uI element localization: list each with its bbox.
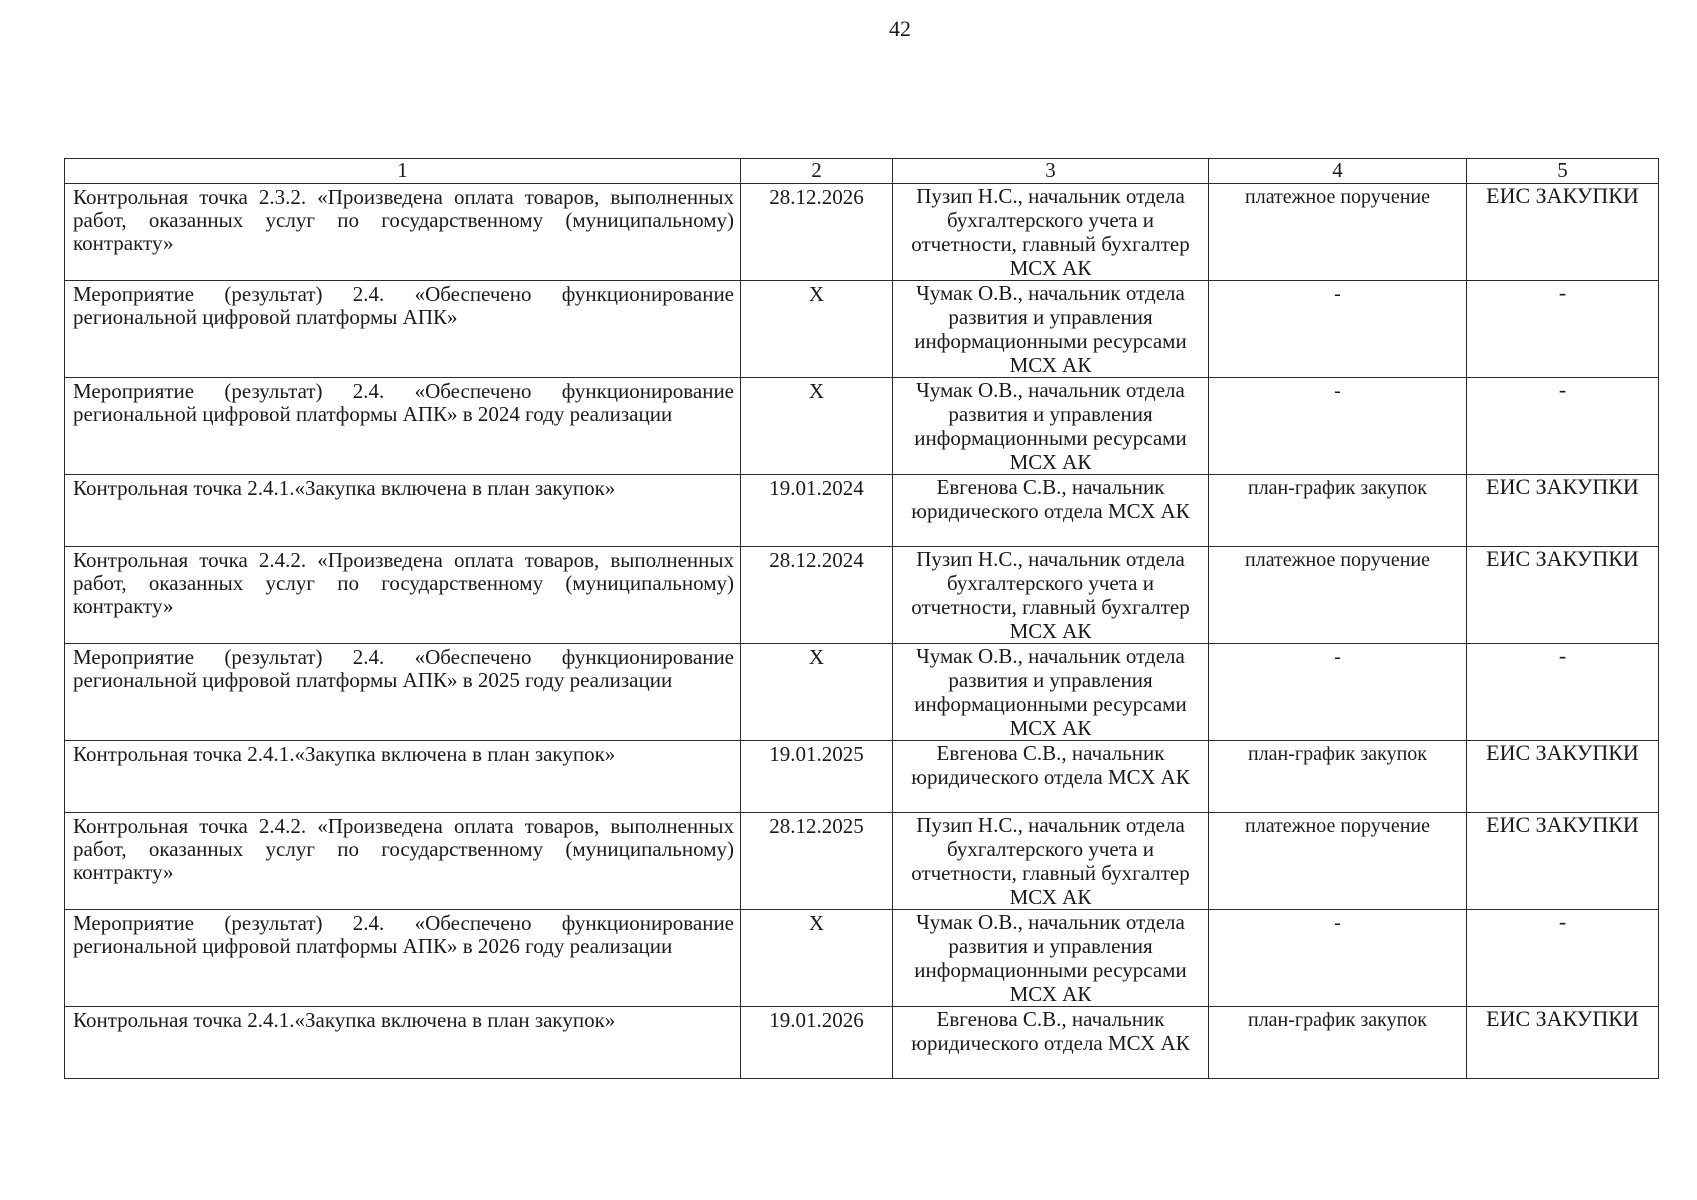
event-date: X <box>741 281 893 378</box>
responsible-person: Евгенова С.В., начальник юридического отдела МСХ АК <box>893 1007 1209 1079</box>
table-row <box>65 378 1659 475</box>
event-date: 19.01.2024 <box>741 475 893 547</box>
document-type: план-график закупок <box>1209 1007 1467 1079</box>
table-row <box>65 1007 1659 1079</box>
document-type: платежное поручение <box>1209 813 1467 910</box>
document-type: платежное поручение <box>1209 184 1467 281</box>
event-text: Мероприятие (результат) 2.4. «Обеспечено функционирование региональной цифровой платформы АПК» в 2025 году реализации <box>65 644 741 741</box>
column-header: 4 <box>1209 159 1467 184</box>
document-type: план-график закупок <box>1209 475 1467 547</box>
responsible-person: Чумак О.В., начальник отдела развития и управления информационными ресурсами МСХ АК <box>893 378 1209 475</box>
responsible-person: Евгенова С.В., начальник юридического отдела МСХ АК <box>893 741 1209 813</box>
event-text: Мероприятие (результат) 2.4. «Обеспечено функционирование региональной цифровой платформы АПК» в 2026 году реализации <box>65 910 741 1007</box>
responsible-person: Чумак О.В., начальник отдела развития и управления информационными ресурсами МСХ АК <box>893 281 1209 378</box>
information-system: ЕИС ЗАКУПКИ <box>1467 1007 1659 1079</box>
document-type: платежное поручение <box>1209 547 1467 644</box>
responsible-person: Евгенова С.В., начальник юридического отдела МСХ АК <box>893 475 1209 547</box>
table-row <box>65 741 1659 813</box>
information-system: - <box>1467 644 1659 741</box>
document-type: - <box>1209 910 1467 1007</box>
table-row <box>65 910 1659 1007</box>
document-type: - <box>1209 644 1467 741</box>
responsible-person: Пузип Н.С., начальник отдела бухгалтерского учета и отчетности, главный бухгалтер МСХ АК <box>893 813 1209 910</box>
table-row <box>65 281 1659 378</box>
column-number-row <box>65 159 1659 184</box>
information-system: ЕИС ЗАКУПКИ <box>1467 475 1659 547</box>
event-date: 19.01.2025 <box>741 741 893 813</box>
event-date: 28.12.2024 <box>741 547 893 644</box>
information-system: - <box>1467 378 1659 475</box>
information-system: ЕИС ЗАКУПКИ <box>1467 741 1659 813</box>
event-date: X <box>741 644 893 741</box>
event-text: Мероприятие (результат) 2.4. «Обеспечено функционирование региональной цифровой платформы АПК» <box>65 281 741 378</box>
document-type: план-график закупок <box>1209 741 1467 813</box>
table-row <box>65 475 1659 547</box>
event-date: 28.12.2025 <box>741 813 893 910</box>
column-header: 5 <box>1467 159 1659 184</box>
information-system: - <box>1467 910 1659 1007</box>
information-system: ЕИС ЗАКУПКИ <box>1467 184 1659 281</box>
event-text: Контрольная точка 2.4.2. «Произведена оплата товаров, выполненных работ, оказанных услуг по государственному (муниципальному) контракту» <box>65 547 741 644</box>
responsible-person: Чумак О.В., начальник отдела развития и управления информационными ресурсами МСХ АК <box>893 910 1209 1007</box>
responsible-person: Чумак О.В., начальник отдела развития и управления информационными ресурсами МСХ АК <box>893 644 1209 741</box>
event-text: Контрольная точка 2.4.1.«Закупка включена в план закупок» <box>65 1007 741 1079</box>
column-header: 1 <box>65 159 741 184</box>
information-system: ЕИС ЗАКУПКИ <box>1467 813 1659 910</box>
information-system: ЕИС ЗАКУПКИ <box>1467 547 1659 644</box>
column-header: 2 <box>741 159 893 184</box>
table-row <box>65 813 1659 910</box>
responsible-person: Пузип Н.С., начальник отдела бухгалтерского учета и отчетности, главный бухгалтер МСХ АК <box>893 184 1209 281</box>
document-type: - <box>1209 378 1467 475</box>
page-number: 42 <box>889 16 911 41</box>
table-row <box>65 547 1659 644</box>
event-text: Контрольная точка 2.4.1.«Закупка включена в план закупок» <box>65 741 741 813</box>
event-text: Мероприятие (результат) 2.4. «Обеспечено функционирование региональной цифровой платформы АПК» в 2024 году реализации <box>65 378 741 475</box>
event-date: X <box>741 378 893 475</box>
plan-table <box>64 158 1659 1079</box>
table-row <box>65 644 1659 741</box>
event-text: Контрольная точка 2.4.1.«Закупка включена в план закупок» <box>65 475 741 547</box>
event-text: Контрольная точка 2.4.2. «Произведена оплата товаров, выполненных работ, оказанных услуг по государственному (муниципальному) контракту» <box>65 813 741 910</box>
responsible-person: Пузип Н.С., начальник отдела бухгалтерского учета и отчетности, главный бухгалтер МСХ АК <box>893 547 1209 644</box>
document-type: - <box>1209 281 1467 378</box>
information-system: - <box>1467 281 1659 378</box>
event-date: X <box>741 910 893 1007</box>
event-date: 28.12.2026 <box>741 184 893 281</box>
event-date: 19.01.2026 <box>741 1007 893 1079</box>
table-row <box>65 184 1659 281</box>
event-text: Контрольная точка 2.3.2. «Произведена оплата товаров, выполненных работ, оказанных услуг по государственному (муниципальному) контракту» <box>65 184 741 281</box>
column-header: 3 <box>893 159 1209 184</box>
